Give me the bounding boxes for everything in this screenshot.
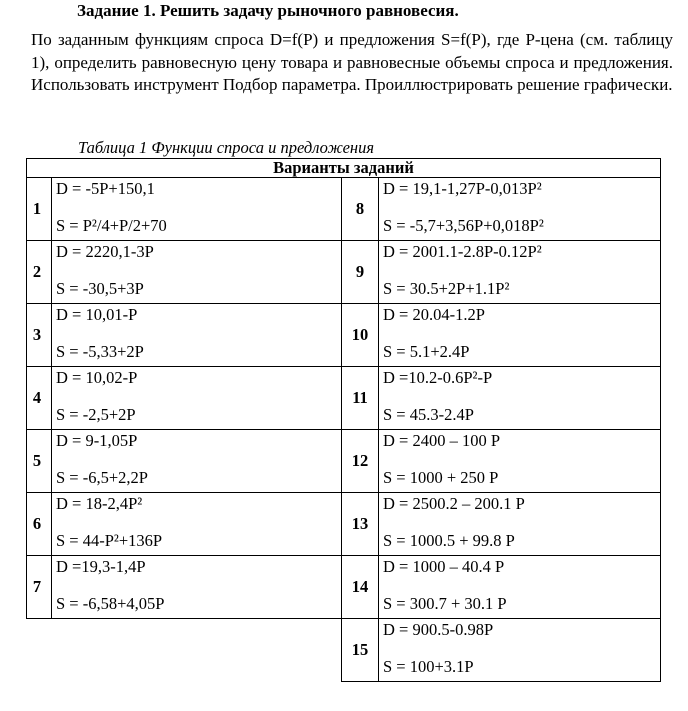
table-row [27, 241, 661, 304]
supply-function: S = 100+3.1P [383, 657, 474, 676]
demand-function: D = 2400 – 100 P [383, 431, 501, 450]
variant-number: 3 [27, 304, 52, 367]
variant-number: 1 [27, 178, 52, 241]
variant-formulas [52, 430, 342, 493]
supply-function: S = 1000.5 + 99.8 P [383, 531, 515, 550]
supply-function: S = -30,5+3P [56, 279, 144, 298]
supply-function: S = -5,7+3,56P+0,018P² [383, 216, 544, 235]
variant-formulas [379, 430, 661, 493]
supply-function: S = -2,5+2P [56, 405, 136, 424]
variant-number: 14 [342, 556, 379, 619]
variants-table [26, 158, 661, 682]
task-heading: Задание 1. Решить задачу рыночного равновесия. [77, 1, 459, 20]
supply-function: S = 45.3-2.4P [383, 405, 474, 424]
variant-formulas [52, 493, 342, 556]
demand-function: D = -5P+150,1 [56, 179, 155, 198]
variant-formulas [52, 178, 342, 241]
table-header: Варианты заданий [27, 159, 661, 178]
supply-function: S = P²/4+P/2+70 [56, 216, 167, 235]
demand-function: D = 1000 – 40.4 P [383, 557, 505, 576]
empty-cell [27, 619, 52, 682]
variant-formulas [379, 304, 661, 367]
demand-function: D = 10,02-P [56, 368, 138, 387]
demand-function: D = 9-1,05P [56, 431, 138, 450]
demand-function: D = 2220,1-3P [56, 242, 154, 261]
variant-number: 15 [342, 619, 379, 682]
variant-number: 11 [342, 367, 379, 430]
table-row [27, 619, 661, 682]
variant-number: 4 [27, 367, 52, 430]
table-row [27, 178, 661, 241]
variant-number: 10 [342, 304, 379, 367]
variant-number: 12 [342, 430, 379, 493]
table-row [27, 493, 661, 556]
supply-function: S = -6,5+2,2P [56, 468, 148, 487]
supply-function: S = 44-P²+136P [56, 531, 163, 550]
variant-formulas [379, 367, 661, 430]
table-caption: Таблица 1 Функции спроса и предложения [78, 138, 375, 157]
variant-number: 9 [342, 241, 379, 304]
supply-function: S = 5.1+2.4P [383, 342, 470, 361]
demand-function: D = 18-2,4P² [56, 494, 143, 513]
demand-function: D =10.2-0.6P²-P [383, 368, 493, 387]
variant-formulas [52, 304, 342, 367]
demand-function: D = 900.5-0.98P [383, 620, 494, 639]
variant-formulas [52, 556, 342, 619]
variant-formulas [379, 178, 661, 241]
variant-number: 6 [27, 493, 52, 556]
variant-formulas [52, 367, 342, 430]
variant-formulas [52, 241, 342, 304]
task-description: По заданным функциям спроса D=f(P) и предложения S=f(P), где P-цена (см. таблицу 1), определить равновесную цену товара и равновесные объемы спроса и предложения. Использовать инструмент Подбор параметра. Проиллюстрировать решение графически. [31, 30, 673, 94]
supply-function: S = 30.5+2P+1.1P² [383, 279, 510, 298]
variant-number: 8 [342, 178, 379, 241]
table-row [27, 304, 661, 367]
table-row [27, 367, 661, 430]
supply-function: S = 300.7 + 30.1 P [383, 594, 507, 613]
variant-number: 7 [27, 556, 52, 619]
variant-number: 2 [27, 241, 52, 304]
variant-number: 13 [342, 493, 379, 556]
table-row [27, 556, 661, 619]
demand-function: D =19,3-1,4P [56, 557, 146, 576]
demand-function: D = 2001.1-2.8P-0.12P² [383, 242, 542, 261]
variant-formulas [379, 556, 661, 619]
variant-formulas [379, 241, 661, 304]
variant-formulas [379, 619, 661, 682]
variant-number: 5 [27, 430, 52, 493]
supply-function: S = -5,33+2P [56, 342, 144, 361]
demand-function: D = 20.04-1.2P [383, 305, 485, 324]
empty-cell [52, 619, 342, 682]
variants-body [27, 178, 661, 682]
variant-formulas [379, 493, 661, 556]
supply-function: S = 1000 + 250 P [383, 468, 499, 487]
demand-function: D = 19,1-1,27P-0,013P² [383, 179, 542, 198]
supply-function: S = -6,58+4,05P [56, 594, 165, 613]
demand-function: D = 2500.2 – 200.1 P [383, 494, 525, 513]
table-row [27, 430, 661, 493]
demand-function: D = 10,01-P [56, 305, 138, 324]
